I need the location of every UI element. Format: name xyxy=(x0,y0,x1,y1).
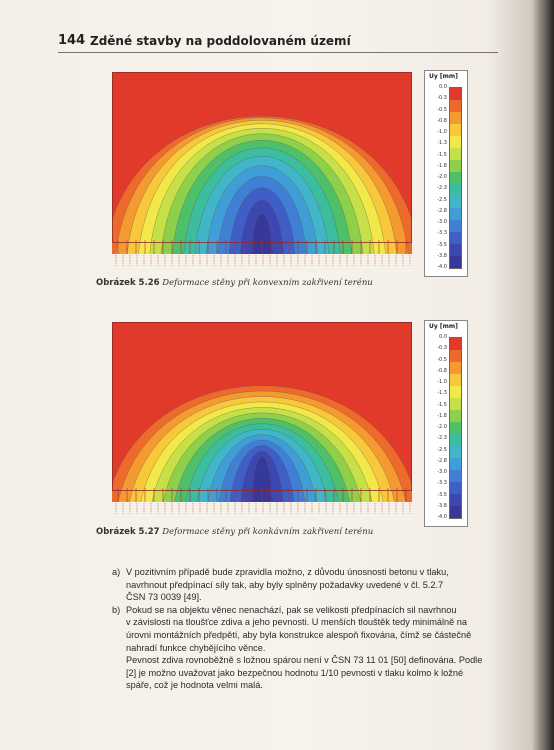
figure-5-27-legend xyxy=(424,320,468,527)
legend-value: -3.0 xyxy=(437,219,447,225)
text-line: navrhnout předpínací síly tak, aby byly splněny požadavky uvedené v čl. 5.2.7 xyxy=(126,579,444,590)
legend-value: -3.5 xyxy=(437,241,447,248)
text-line: ČSN 73 0039 [49]. xyxy=(126,592,202,603)
convex-deformation-contours xyxy=(112,72,412,272)
legend-value: -4.0 xyxy=(437,514,447,520)
caption-text: Deformace stěny při konkávním zakřivení terénu xyxy=(162,527,374,537)
text-line: úrovni montážních předpětí, aby byla konstrukce alespoň fixována, čímž se částečně xyxy=(126,629,472,640)
list-marker: a) xyxy=(112,567,121,577)
legend-title: Uy [mm] xyxy=(429,323,458,330)
caption-number: Obrázek 5.27 xyxy=(96,527,160,537)
legend-value: -2.8 xyxy=(437,207,447,214)
book-spine-shadow xyxy=(532,0,554,750)
legend-value: -0.5 xyxy=(437,356,447,363)
caption-text: Deformace stěny při konvexním zakřivení terénu xyxy=(162,278,373,288)
legend-value: -0.8 xyxy=(437,367,447,374)
text-line: nahradí funkce chybějícího věnce. xyxy=(126,642,266,653)
legend-value: -4.0 xyxy=(437,264,447,270)
legend-value: -2.3 xyxy=(437,185,447,192)
legend-value: -1.8 xyxy=(437,162,447,169)
text-line: [2] je možno uvažovat jako bezpečnou hodnotu 1/10 pevnosti v tlaku kolmo k ložné xyxy=(126,667,464,678)
figure-5-26-contour-plot xyxy=(112,72,412,272)
legend-value: -2.8 xyxy=(437,457,447,464)
legend-colorbar xyxy=(449,337,462,519)
concave-deformation-contours xyxy=(112,322,412,520)
figure-5-27-contour-plot xyxy=(112,322,412,520)
legend-value: -2.0 xyxy=(437,424,447,430)
header-rule xyxy=(58,52,498,53)
legend-value: -1.5 xyxy=(437,401,447,408)
text-line: spáře, což je hodnota velmi malá. xyxy=(126,680,263,691)
legend-value: -3.5 xyxy=(437,491,447,498)
page-number: 144 xyxy=(58,33,86,48)
body-text xyxy=(112,566,512,692)
text-line: Pokud se na objektu věnec nenachází, pak se velikosti předpínacích sil navrhnou xyxy=(126,604,457,615)
legend-value: -1.0 xyxy=(437,129,447,135)
legend-value: -2.3 xyxy=(437,435,447,442)
text-line: Pevnost zdiva rovnoběžně s ložnou spárou není v ČSN 73 11 01 [50] definována. Podle xyxy=(126,655,483,666)
list-item xyxy=(112,604,512,692)
list-marker: b) xyxy=(112,604,121,615)
legend-value: -1.8 xyxy=(437,412,447,419)
caption-number: Obrázek 5.26 xyxy=(96,278,160,288)
legend-value: -0.5 xyxy=(437,106,447,113)
legend-value: -3.3 xyxy=(437,230,447,237)
legend-value: -0.3 xyxy=(437,345,447,352)
legend-value: -2.5 xyxy=(437,196,447,203)
text-line: V pozitivním případě bude zpravidla možno, z důvodu únosnosti betonu v tlaku, xyxy=(126,567,449,577)
legend-value: -1.0 xyxy=(437,379,447,385)
legend-value: -3.0 xyxy=(437,469,447,475)
base-region xyxy=(112,254,412,272)
legend-colorbar xyxy=(449,87,462,269)
figure-5-26-caption xyxy=(96,278,373,288)
legend-value: -1.3 xyxy=(437,140,447,147)
legend-value: -2.5 xyxy=(437,446,447,453)
legend-value: -3.8 xyxy=(437,252,447,259)
list-item xyxy=(112,566,512,604)
figure-5-27-caption xyxy=(96,527,373,537)
text-line: v závislosti na tloušťce zdiva a jeho pevnosti. U menších tlouštěk tedy minimálně na xyxy=(126,617,467,628)
legend-value: 0.0 xyxy=(439,84,447,90)
figure-5-26-legend xyxy=(424,70,468,277)
legend-value: -1.3 xyxy=(437,390,447,397)
legend-value: 0.0 xyxy=(439,334,447,340)
legend-value: -2.0 xyxy=(437,174,447,180)
page-header xyxy=(58,33,498,53)
legend-value: -1.5 xyxy=(437,151,447,158)
base-region xyxy=(112,502,412,520)
legend-value: -0.3 xyxy=(437,95,447,102)
legend-title: Uy [mm] xyxy=(429,73,458,80)
legend-value: -0.8 xyxy=(437,117,447,124)
legend-value: -3.3 xyxy=(437,480,447,487)
running-title: Zděné stavby na poddolovaném území xyxy=(90,34,351,48)
legend-value: -3.8 xyxy=(437,502,447,509)
